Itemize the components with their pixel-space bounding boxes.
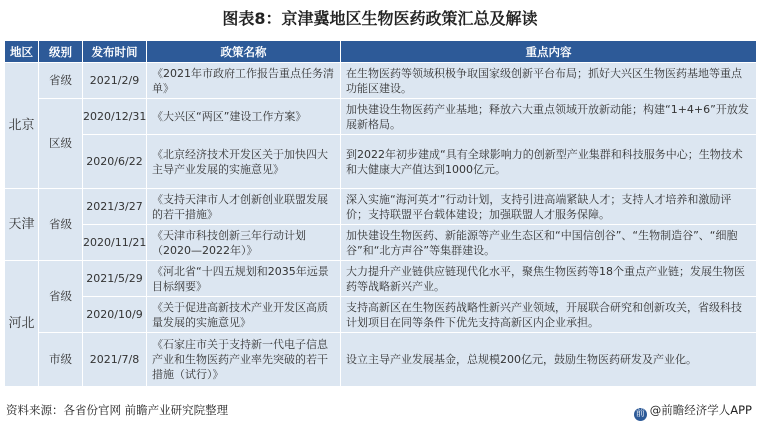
date-cell: 2021/3/27 xyxy=(83,189,147,225)
table-row xyxy=(5,189,757,225)
policy-name-cell: 《支持天津市人才创新创业联盟发展的若干措施》 xyxy=(147,189,341,225)
level-cell: 省级 xyxy=(39,63,83,99)
level-cell: 省级 xyxy=(39,261,83,333)
header-policy-name: 政策名称 xyxy=(147,41,341,63)
policy-name-cell: 《河北省“十四五规划和2035年远景目标纲要》 xyxy=(147,261,341,297)
date-cell: 2021/7/8 xyxy=(83,333,147,387)
brand-credit xyxy=(634,402,752,421)
key-content-cell: 到2022年初步建成“具有全球影响力的创新型产业集群和科技服务中心；生物技术和大健康大产值达到1000亿元。 xyxy=(341,135,757,189)
key-content-cell: 深入实施“海河英才”行动计划，支持引进高端紧缺人才；支持人才培养和激励评价；支持联盟平台载体建设；加强联盟人才服务保障。 xyxy=(341,189,757,225)
date-cell: 2021/5/29 xyxy=(83,261,147,297)
region-cell: 天津 xyxy=(5,189,39,261)
level-cell: 市级 xyxy=(39,333,83,387)
policy-name-cell: 《石家庄市关于支持新一代电子信息产业和生物医药产业率先突破的若干措施（试行）》 xyxy=(147,333,341,387)
date-cell: 2020/6/22 xyxy=(83,135,147,189)
header-level: 级别 xyxy=(39,41,83,63)
policy-name-cell: 《关于促进高新技术产业开发区高质量发展的实施意见》 xyxy=(147,297,341,333)
policy-name-cell: 《2021年市政府工作报告重点任务清单》 xyxy=(147,63,341,99)
key-content-cell: 支持高新区在生物医药战略性新兴产业领域，开展联合研究和创新攻关，省级科技计划项目在同等条件下优先支持高新区内企业承担。 xyxy=(341,297,757,333)
date-cell: 2020/12/31 xyxy=(83,99,147,135)
table-row xyxy=(5,333,757,387)
header-region: 地区 xyxy=(5,41,39,63)
date-cell: 2021/2/9 xyxy=(83,63,147,99)
table-header-row xyxy=(5,41,757,63)
region-cell: 河北 xyxy=(5,261,39,387)
policy-table xyxy=(4,40,757,387)
region-cell: 北京 xyxy=(5,63,39,189)
header-key-content: 重点内容 xyxy=(341,41,757,63)
table-row xyxy=(5,225,757,261)
policy-name-cell: 《北京经济技术开发区关于加快四大主导产业发展的实施意见》 xyxy=(147,135,341,189)
level-cell: 区级 xyxy=(39,99,83,189)
table-row xyxy=(5,261,757,297)
policy-name-cell: 《天津市科技创新三年行动计划（2020—2022年）》 xyxy=(147,225,341,261)
level-cell: 省级 xyxy=(39,189,83,261)
key-content-cell: 大力提升产业链供应链现代化水平，聚焦生物医药等18个重点产业链；发展生物医药等战略新兴产业。 xyxy=(341,261,757,297)
table-row xyxy=(5,135,757,189)
key-content-cell: 加快建设生物医药产业基地；释放六大重点领域开放新动能；构建“1+4+6”开放发展新格局。 xyxy=(341,99,757,135)
date-cell: 2020/10/9 xyxy=(83,297,147,333)
date-cell: 2020/11/21 xyxy=(83,225,147,261)
key-content-cell: 设立主导产业发展基金，总规模200亿元，鼓励生物医药研发及产业化。 xyxy=(341,333,757,387)
brand-credit-text: @前瞻经济学人APP xyxy=(649,403,752,417)
key-content-cell: 加快建设生物医药、新能源等产业生态区和“中国信创谷”、“生物制造谷”、“细胞谷”和“北方声谷”等集群建设。 xyxy=(341,225,757,261)
table-row xyxy=(5,297,757,333)
chart-title: 图表8：京津冀地区生物医药政策汇总及解读 xyxy=(222,9,538,28)
policy-name-cell: 《大兴区“两区”建设工作方案》 xyxy=(147,99,341,135)
brand-logo-icon: 前 xyxy=(635,409,645,419)
policy-table-wrapper xyxy=(4,40,756,390)
key-content-cell: 在生物医药等领域积极争取国家级创新平台布局；抓好大兴区生物医药基地等重点功能区建设。 xyxy=(341,63,757,99)
source-note: 资料来源：各省份官网 前瞻产业研究院整理 xyxy=(6,403,229,417)
header-date: 发布时间 xyxy=(83,41,147,63)
table-row xyxy=(5,99,757,135)
table-row xyxy=(5,63,757,99)
